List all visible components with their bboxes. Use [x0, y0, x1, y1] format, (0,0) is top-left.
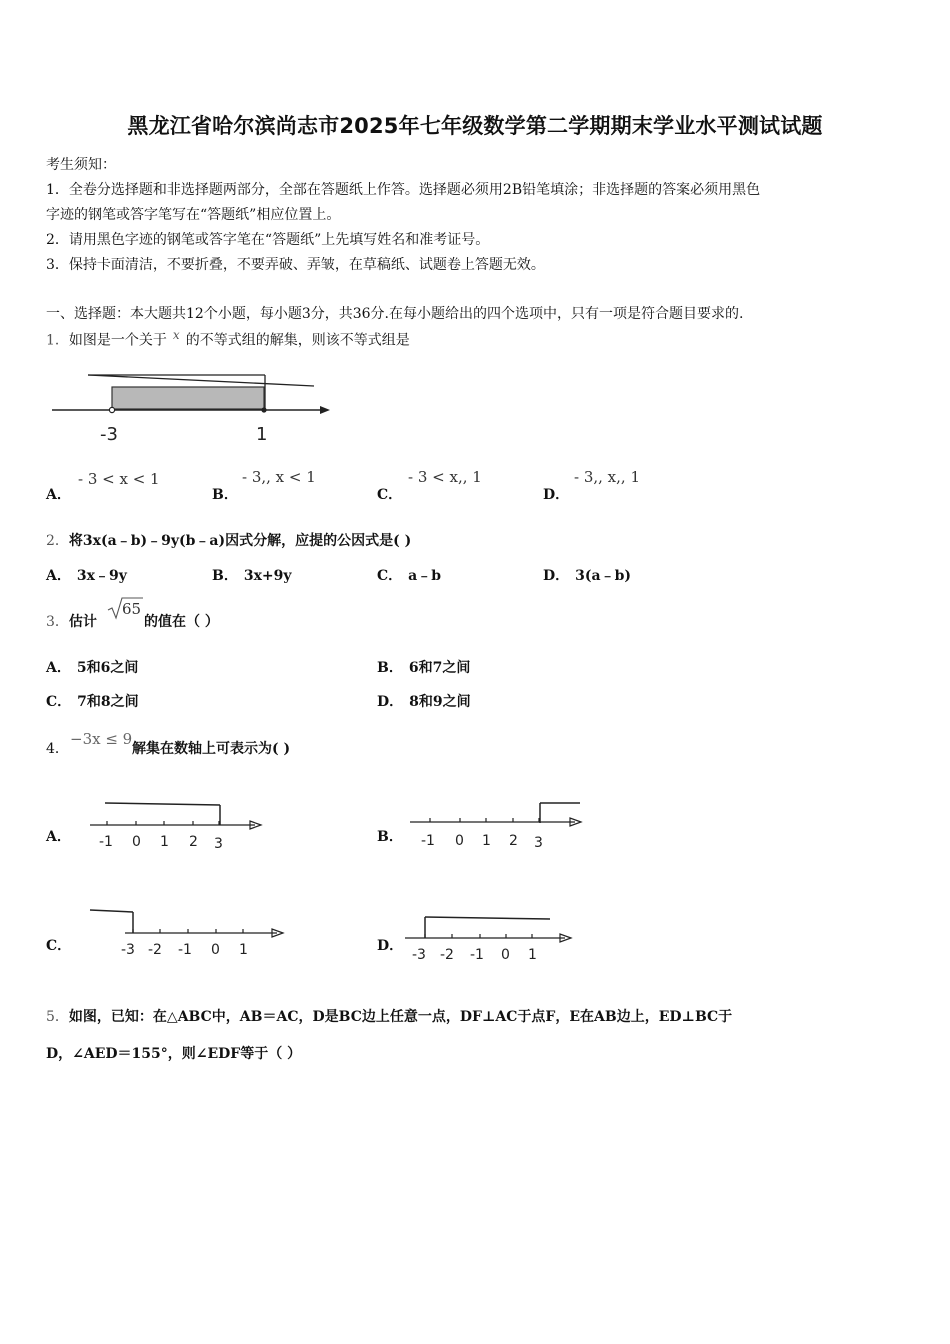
q3-option-a[interactable]: [46, 657, 138, 677]
q4-option-c-label[interactable]: C．: [46, 938, 72, 954]
tick-label: 3: [534, 835, 543, 851]
option-label: D．: [543, 568, 570, 584]
q1-right-label: 1: [256, 424, 268, 445]
option-value: 7和8之间: [77, 694, 139, 710]
option-label: D．: [377, 694, 404, 710]
tick-label: -1: [470, 947, 484, 963]
tick-label: 2: [509, 833, 518, 849]
question-3: [46, 611, 97, 631]
section-heading: 一、选择题：本大题共12个小题，每小题3分，共36分.在每小题给出的四个选项中，只有一项是符合题目要求的.: [46, 306, 744, 322]
q1-left-label: -3: [100, 424, 118, 445]
sqrt-radicand: 65: [122, 600, 142, 618]
q1-text-a: 如图是一个关于: [68, 332, 167, 349]
tick-label: -1: [178, 942, 192, 958]
q5-line-2: D，∠AED＝155°，则∠EDF等于（ ）: [46, 1046, 302, 1062]
question-number: 3．: [46, 614, 69, 630]
notice-item-2: 2．请用黑色字迹的钢笔或答字笔在“答题纸”上先填写姓名和准考证号。: [46, 232, 490, 248]
q3-option-d[interactable]: [377, 691, 471, 711]
option-value: 3x﹣9y: [76, 568, 127, 584]
question-2: [46, 530, 411, 550]
solution-region: [112, 387, 264, 409]
option-value: a﹣b: [408, 568, 442, 584]
option-label: C．: [377, 568, 403, 584]
tick-label: 0: [132, 834, 141, 850]
option-value: 6和7之间: [408, 660, 471, 676]
q3-text-b: 的值在（ ）: [144, 614, 219, 630]
tick-label: 0: [501, 947, 510, 963]
tick-label: -3: [412, 947, 426, 963]
q5-line-1: 如图，已知：在△ABC中，AB＝AC，D是BC边上任意一点，DF⊥AC于点F，E在AB边上，ED⊥BC于: [68, 1009, 733, 1025]
question-1: [46, 328, 410, 350]
tick-label: 1: [482, 833, 491, 849]
tick-label: 1: [239, 942, 248, 958]
q4-option-b-label[interactable]: B．: [377, 829, 403, 845]
question-number: 1．: [46, 332, 69, 349]
q1-option-c[interactable]: - 3 < x,, 1: [408, 468, 482, 486]
option-value: 8和9之间: [409, 694, 471, 710]
tick-label: -1: [99, 834, 113, 850]
question-5: [46, 1006, 732, 1026]
q1-variable: x: [172, 328, 180, 342]
q1-option-d-label[interactable]: D．: [543, 487, 570, 503]
q4-option-c-figure[interactable]: [85, 905, 290, 967]
tick-label: -3: [121, 942, 135, 958]
notice-item-1: 1．全卷分选择题和非选择题两部分，全部在答题纸上作答。选择题必须用2B铅笔填涂；非选择题的答案必须用黑色: [46, 182, 761, 198]
q2-text: 将3x(a﹣b)﹣9y(b﹣a)因式分解，应提的公因式是( ): [68, 533, 412, 549]
q4-option-d-label[interactable]: D．: [377, 938, 404, 954]
question-number: 5．: [46, 1009, 69, 1025]
q4-option-d-figure[interactable]: [400, 905, 580, 967]
tick-label: 0: [455, 833, 464, 849]
tick-label: -2: [148, 942, 162, 958]
q4-option-b-figure[interactable]: [405, 795, 590, 857]
page-title: 黑龙江省哈尔滨尚志市2025年七年级数学第二学期期末学业水平测试试题: [127, 114, 823, 138]
notice-heading: 考生须知：: [46, 157, 116, 173]
q2-option-a[interactable]: [46, 565, 127, 585]
tick-label: 3: [214, 836, 223, 852]
q1-option-b-label[interactable]: B．: [212, 487, 238, 503]
q2-option-c[interactable]: [377, 565, 441, 585]
q1-text-b: 的不等式组的解集，则该不等式组是: [185, 332, 410, 349]
tick-label: 2: [189, 834, 198, 850]
question-number: 2．: [46, 533, 69, 549]
q3-option-b[interactable]: [377, 657, 470, 677]
tick-label: -2: [440, 947, 454, 963]
q4-option-a-label[interactable]: A．: [46, 829, 71, 845]
option-value: 5和6之间: [76, 660, 139, 676]
q4-text: 解集在数轴上可表示为( ): [132, 741, 291, 757]
option-label: C．: [46, 694, 72, 710]
tick-label: 1: [528, 947, 537, 963]
option-value: 3x+9y: [243, 568, 292, 584]
q1-option-a-label[interactable]: A．: [46, 487, 71, 503]
q4-number: 4．: [46, 741, 69, 757]
q1-option-b[interactable]: - 3,, x < 1: [242, 468, 316, 486]
option-label: B．: [212, 568, 238, 584]
q4-option-a-figure[interactable]: [85, 795, 270, 857]
option-label: A．: [46, 660, 71, 676]
notice-item-3: 3．保持卡面清洁，不要折叠，不要弄破、弄皱，在草稿纸、试题卷上答题无效。: [46, 257, 545, 273]
tick-label: -1: [421, 833, 435, 849]
notice-item-1-cont: 字迹的钢笔或答字笔写在“答题纸”相应位置上。: [46, 207, 341, 223]
option-label: A．: [46, 568, 71, 584]
q1-option-c-label[interactable]: C．: [377, 487, 403, 503]
option-label: B．: [377, 660, 403, 676]
option-value: 3(a﹣b): [575, 568, 631, 584]
tick-label: 1: [160, 834, 169, 850]
q1-option-a[interactable]: - 3 < x < 1: [78, 470, 160, 488]
q4-math: −3x ≤ 9: [70, 730, 133, 748]
q2-option-b[interactable]: [212, 565, 292, 585]
q3-option-c[interactable]: [46, 691, 139, 711]
q1-number-line-figure: [40, 362, 340, 452]
q3-text-a: 估计: [68, 614, 97, 630]
q2-option-d[interactable]: [543, 565, 631, 585]
tick-label: 0: [211, 942, 220, 958]
q1-option-d[interactable]: - 3,, x,, 1: [574, 468, 640, 486]
